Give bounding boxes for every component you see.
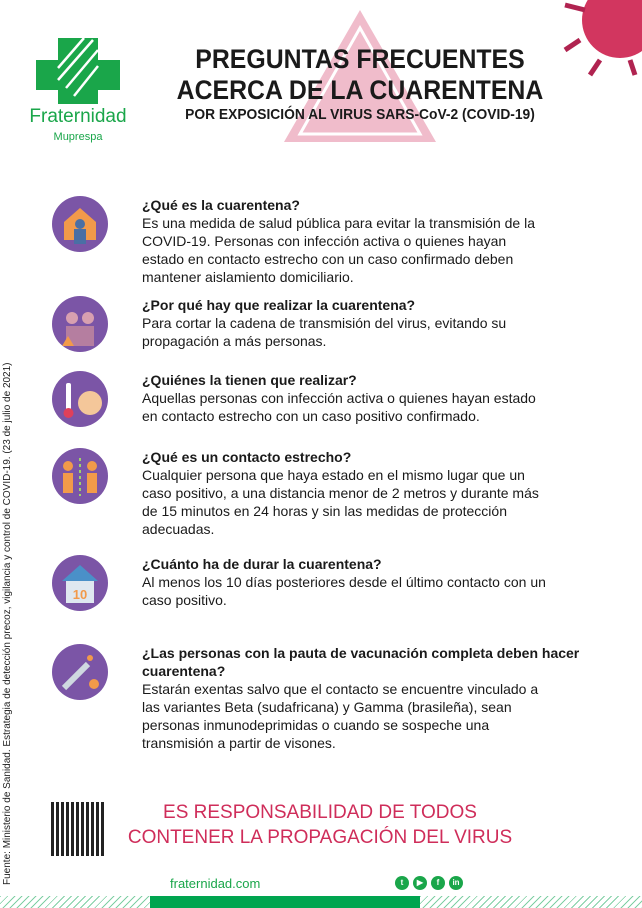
twitter-icon[interactable]: t (395, 876, 409, 890)
svg-text:10: 10 (72, 587, 88, 602)
virus-icon (560, 0, 642, 80)
faq-answer: Aquellas personas con infección activa o quienes hayan estado en contacto estrecho con un caso positivo confirmado. (142, 390, 536, 424)
faq-answer: Es una medida de salud pública para evitar la transmisión de la COVID-19. Personas con infección activa o quienes hayan estado en contacto estrecho con un caso confirmado deben mantener aislamiento domiciliario. (142, 215, 536, 285)
footer-bar (150, 896, 420, 908)
qr-code[interactable] (51, 802, 105, 856)
vaccine-syringe-icon (52, 644, 108, 700)
source-note: Fuente: Ministerio de Sanidad. Estrategia de detección precoz, vigilancia y control de COVID-19. (23 de julio de 2021) (2, 362, 13, 885)
house-person-icon (52, 196, 108, 252)
brand-name: Fraternidad (29, 106, 127, 127)
people-group-icon (52, 296, 108, 352)
faq-answer: Estarán exentas salvo que el contacto se encuentre vinculado a las variantes Beta (sudafricana) y Gamma (brasileña), sean personas inmunodeprimidas o cuando se sospeche una transmisión a partir de visones. (142, 681, 539, 751)
fraternidad-logo (28, 30, 128, 143)
linkedin-icon[interactable]: in (449, 876, 463, 890)
hatch-decoration (0, 896, 150, 908)
slogan-line-1: ES RESPONSABILIDAD DE TODOS (163, 802, 477, 823)
faq-question: ¿Qué es la cuarentena? (142, 197, 300, 213)
thermometer-sick-icon (52, 371, 108, 427)
facebook-icon[interactable]: f (431, 876, 445, 890)
title-line-1: PREGUNTAS FRECUENTES (195, 44, 525, 74)
social-links (395, 876, 463, 890)
faq-answer: Cualquier persona que haya estado en el mismo lugar que un caso positivo, a una distancia menor de 2 metros y durante más de 15 minutos en 24 horas y sin las medidas de protección adecuadas. (142, 467, 539, 537)
slogan-line-2: CONTENER LA PROPAGACIÓN DEL VIRUS (127, 827, 513, 848)
house-ten-days-icon (52, 555, 108, 611)
hatch-decoration (420, 896, 642, 908)
page-title (167, 44, 553, 106)
page-subtitle: POR EXPOSICIÓN AL VIRUS SARS-CoV-2 (COVID-19) (185, 106, 535, 123)
faq-question: ¿Quiénes la tienen que realizar? (142, 372, 357, 388)
slogan (110, 800, 530, 850)
brand-sub: Muprespa (53, 131, 103, 143)
website-link[interactable]: fraternidad.com (170, 876, 261, 891)
faq-answer: Al menos los 10 días posteriores desde el último contacto con un caso positivo. (142, 574, 546, 608)
faq-question: ¿Por qué hay que realizar la cuarentena? (142, 297, 416, 313)
youtube-icon[interactable]: ▶ (413, 876, 427, 890)
faq-question: ¿Las personas con la pauta de vacunación completa deben hacer cuarentena? (142, 645, 580, 679)
distance-people-icon (52, 448, 108, 504)
cross-logo-icon (28, 30, 128, 106)
faq-question: ¿Qué es un contacto estrecho? (142, 449, 352, 465)
faq-answer: Para cortar la cadena de transmisión del virus, evitando su propagación a más personas. (142, 315, 507, 349)
faq-question: ¿Cuánto ha de durar la cuarentena? (142, 556, 382, 572)
title-line-2: ACERCA DE LA CUARENTENA (176, 75, 544, 105)
